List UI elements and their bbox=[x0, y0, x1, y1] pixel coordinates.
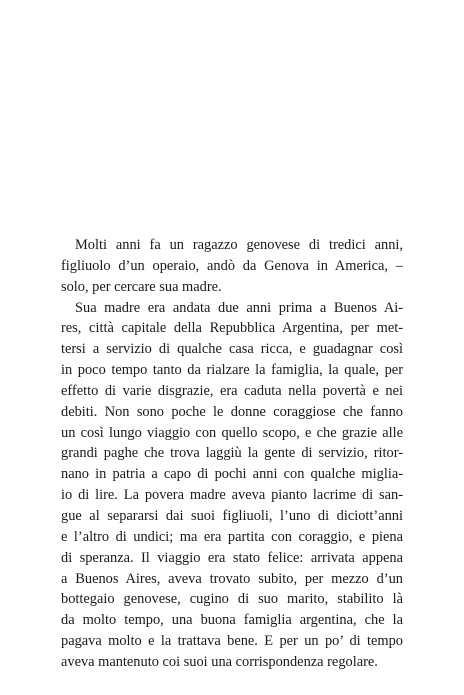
text-line: io di lire. La povera madre aveva pianto lacrime di san- bbox=[61, 487, 403, 504]
text-line: e l’altro di undici; ma era partita con coraggio, e piena bbox=[61, 528, 403, 545]
text-line: in poco tempo tanto da rialzare la famiglia, la quale, per bbox=[61, 362, 403, 379]
text-line: da molto tempo, una buona famiglia argentina, che la bbox=[61, 612, 403, 629]
text-line: res, città capitale della Repubblica Argentina, per met- bbox=[61, 320, 403, 337]
body-text bbox=[61, 235, 403, 673]
text-line: un così lungo viaggio con quello scopo, e che grazie alle bbox=[61, 424, 403, 441]
text-line: bottegaio genovese, cugino di suo marito, stabilito là bbox=[61, 591, 403, 608]
text-line: gue al separarsi dai suoi figliuoli, l’uno di diciott’anni bbox=[61, 507, 403, 524]
text-line: Molti anni fa un ragazzo genovese di tredici anni, bbox=[75, 237, 403, 253]
text-line: effetto di varie disgrazie, era caduta nella povertà e nei bbox=[61, 382, 403, 399]
text-line: pagava molto e la trattava bene. E per un po’ di tempo bbox=[61, 633, 403, 650]
text-line: nano in patria a capo di pochi anni con qualche miglia- bbox=[61, 466, 403, 483]
text-line: grandi paghe che trova laggiù la gente di servizio, ritor- bbox=[61, 445, 403, 462]
text-line: debiti. Non sono poche le donne coraggiose che fanno bbox=[61, 403, 403, 420]
text-line: a Buenos Aires, aveva trovato subito, per mezzo d’un bbox=[61, 570, 403, 587]
text-line: solo, per cercare sua madre. bbox=[61, 278, 222, 295]
text-line: aveva mantenuto coi suoi una corrispondenza regolare. bbox=[61, 653, 378, 670]
text-line: tersi a servizio di qualche casa ricca, e guadagnar così bbox=[61, 341, 403, 358]
text-line: di speranza. Il viaggio era stato felice: arrivata appena bbox=[61, 549, 403, 566]
text-line: figliuolo d’un operaio, andò da Genova in America, – bbox=[61, 257, 403, 274]
paragraph-2 bbox=[61, 298, 403, 673]
paragraph-1 bbox=[61, 235, 403, 298]
text-line: Sua madre era andata due anni prima a Buenos Ai- bbox=[75, 299, 403, 316]
